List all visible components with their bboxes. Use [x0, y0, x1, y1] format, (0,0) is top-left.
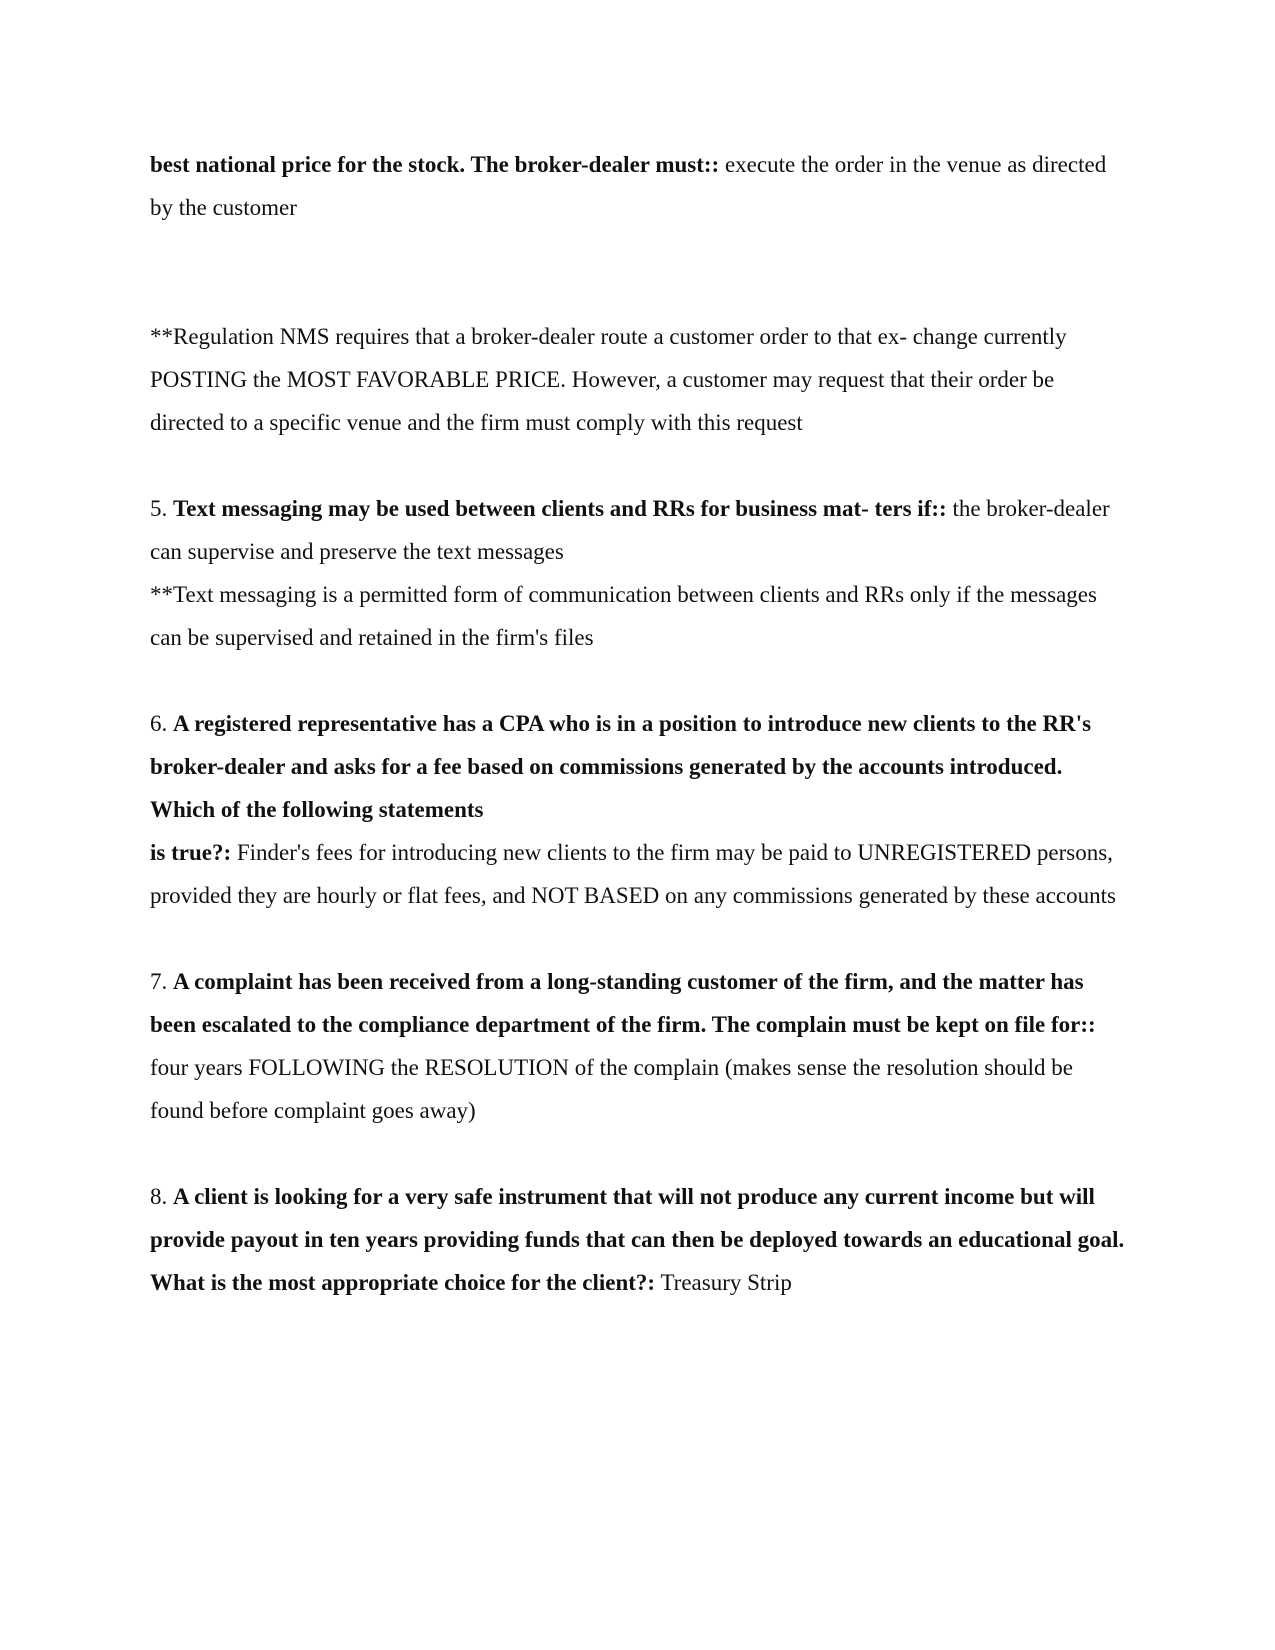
item-8-question: A client is looking for a very safe instrument that will not produce any current income but will provide payout in ten years providing funds that can then be deployed towards an educational goal. What is the most appropriate choice for the client?:: [150, 1184, 1125, 1295]
item-4-answer: execute the order in the venue as directed by the customer: [150, 152, 1107, 220]
item-7-answer: four years FOLLOWING the RESOLUTION of the complain (makes sense the resolution should be found before complaint goes away): [150, 1055, 1073, 1123]
item-6-question: A registered representative has a CPA who is in a position to introduce new clients to the RR's broker-dealer and asks for a fee based on commissions generated by the accounts introduced. Which of the following statements: [150, 711, 1092, 822]
spacer: [150, 229, 1130, 315]
item-5-block: [150, 487, 1130, 573]
item-8-number: 8.: [150, 1184, 168, 1209]
spacer: [150, 659, 1130, 702]
item-6-answer-block: [150, 831, 1130, 917]
document-page: [150, 143, 1130, 1304]
item-6-answer: Finder's fees for introducing new clients to the firm may be paid to UNREGISTERED persons, provided they are hourly or flat fees, and NOT BASED on any commissions generated by these accounts: [150, 840, 1116, 908]
item-5-number: 5.: [150, 496, 168, 521]
item-4-answer-block: [150, 143, 1130, 229]
item-6-number: 6.: [150, 711, 168, 736]
spacer: [150, 444, 1130, 487]
item-4-note: **Regulation NMS requires that a broker-dealer route a customer order to that ex- change currently POSTING the MOST FAVORABLE PRICE. However, a customer may request that their order be directed to a specific venue and the firm must comply with this request: [150, 324, 1067, 435]
spacer: [150, 917, 1130, 960]
item-6-question-end: is true?:: [150, 840, 232, 865]
item-8-block: [150, 1175, 1130, 1304]
item-5-question: Text messaging may be used between clients and RRs for business mat- ters if::: [173, 496, 947, 521]
item-7-block: [150, 960, 1130, 1132]
item-5-note: **Text messaging is a permitted form of communication between clients and RRs only if the messages can be supervised and retained in the firm's files: [150, 582, 1097, 650]
item-4-question-tail: best national price for the stock. The broker-dealer must::: [150, 152, 720, 177]
item-7-number: 7.: [150, 969, 168, 994]
item-7-question: A complaint has been received from a long-standing customer of the firm, and the matter has been escalated to the compliance department of the firm. The complain must be kept on file for::: [150, 969, 1096, 1037]
item-6-question-block: [150, 702, 1130, 831]
item-8-answer: Treasury Strip: [660, 1270, 792, 1295]
item-5-answer: the broker-dealer can supervise and preserve the text messages: [150, 496, 1110, 564]
spacer: [150, 1132, 1130, 1175]
